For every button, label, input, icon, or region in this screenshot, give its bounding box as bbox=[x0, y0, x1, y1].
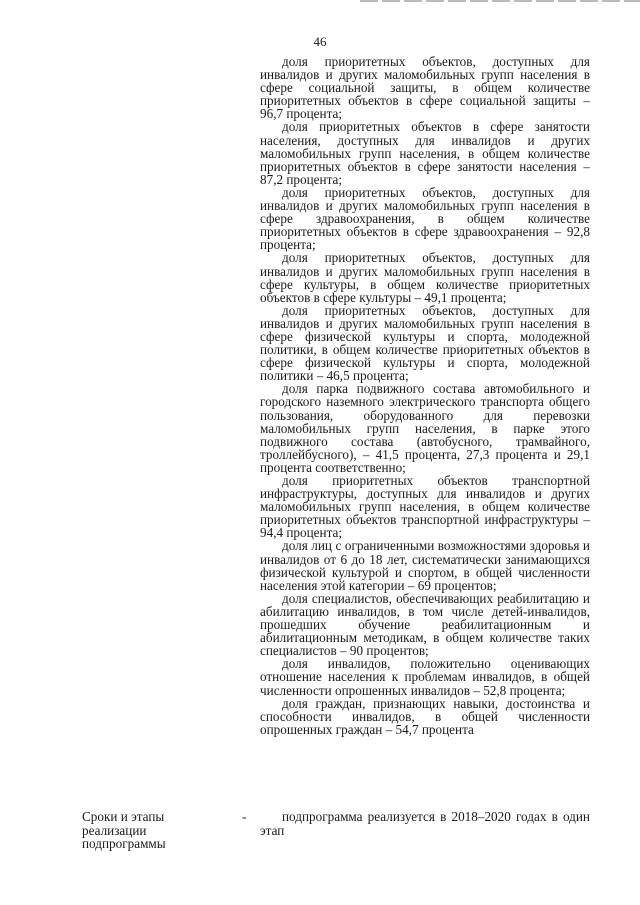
indicator-paragraph: доля приоритетных объектов транспортной инфраструктуры, доступных для инвалидов и других маломобильных групп населения, в общем количестве приоритетных объектов транспортной инфраструктуры – 94,4 процента; bbox=[260, 473, 590, 541]
indicator-paragraph: доля парка подвижного состава автомобильного и городского наземного электрического транспорта общего пользования, оборудованного для перевозки маломобильных групп населения, в парке этого подвижного состава (автобусного, трамвайного, троллейбусного), – 41,5 процента, 27,3 процента и 29,1 процента соответственно; bbox=[260, 381, 590, 475]
indicator-paragraph: доля инвалидов, положительно оценивающих отношение населения к проблемам инвалидов, в общей численности опрошенных инвалидов – 52,8 процента; bbox=[260, 656, 590, 698]
indicator-paragraph: доля специалистов, обеспечивающих реабилитацию и абилитацию инвалидов, в том числе детей-инвалидов, прошедших обучение реабилитационным и абилитационным методикам, в общем количестве таких специалистов – 90 процентов; bbox=[260, 590, 590, 659]
indicator-paragraph: доля граждан, признающих навыки, достоинства и способности инвалидов, в общей численности опрошенных граждан – 54,7 процента bbox=[260, 695, 590, 737]
page-number: 46 bbox=[313, 34, 327, 49]
indicators-column bbox=[260, 55, 590, 736]
scan-edge-line bbox=[360, 0, 640, 2]
terms-dash: - bbox=[242, 809, 247, 824]
indicator-paragraph: доля приоритетных объектов, доступных для инвалидов и других маломобильных групп населения в сфере здравоохранения, в общем количестве приоритетных объектов в сфере здравоохранения – 92,8 процента; bbox=[260, 184, 590, 253]
indicator-paragraph: доля приоритетных объектов, доступных для инвалидов и других маломобильных групп населения в сфере физической культуры и спорта, молодежной политики, в общем количестве приоритетных объектов в сфере физической культуры и спорта, молодежной политики – 46,5 процента; bbox=[260, 302, 590, 384]
terms-label: Сроки и этапы реализации подпрограммы bbox=[82, 809, 166, 851]
indicator-paragraph: доля приоритетных объектов в сфере занятости населения, доступных для инвалидов и других маломобильных групп населения, в общем количестве приоритетных объектов в сфере занятости населения – 87,2 процента; bbox=[260, 119, 590, 187]
indicator-paragraph: доля приоритетных объектов, доступных для инвалидов и других маломобильных групп населения в сфере культуры, в общем количестве приоритетных объектов в сфере культуры – 49,1 процента; bbox=[260, 250, 590, 305]
indicator-paragraph: доля лиц с ограниченными возможностями здоровья и инвалидов от 6 до 18 лет, систематически занимающихся физической культурой и спортом, в общей численности населения этой категории – 69 процентов; bbox=[260, 538, 590, 593]
terms-value: подпрограмма реализуется в 2018–2020 годах в один этап bbox=[260, 809, 590, 838]
indicator-paragraph: доля приоритетных объектов, доступных для инвалидов и других маломобильных групп населения в сфере социальной защиты, в общем количестве приоритетных объектов в сфере социальной защиты – 96,7 процента; bbox=[260, 54, 590, 122]
